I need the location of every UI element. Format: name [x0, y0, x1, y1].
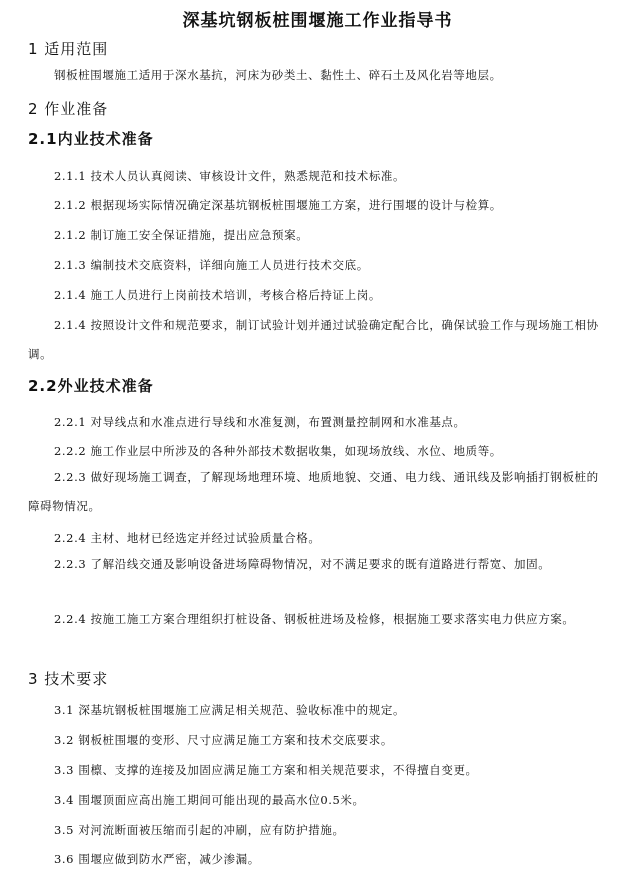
- paragraph-3-1: 3.1 深基坑钢板桩围堰施工应满足相关规范、验收标准中的规定。: [54, 703, 406, 717]
- paragraph-2-2-1: 2.2.1 对导线点和水准点进行导线和水准复测，布置测量控制网和水准基点。: [54, 415, 466, 429]
- paragraph-2-1-4b: 2.1.4 按照设计文件和规范要求，制订试验计划并通过试验确定配合比，确保试验工作与现场施工相协调。: [28, 318, 599, 361]
- section-1-paragraph: 钢板桩围堰施工适用于深水基抗，河床为砂类土、黏性土、碎石土及风化岩等地层。: [54, 68, 502, 82]
- paragraph-3-6: 3.6 围堰应做到防水严密，减少渗漏。: [54, 852, 260, 866]
- paragraph-2-1-4a: 2.1.4 施工人员进行上岗前技术培训，考核合格后持证上岗。: [54, 288, 381, 302]
- document-title: 深基坑钢板桩围堰施工作业指导书: [182, 11, 453, 31]
- paragraph-2-2-4b: 2.2.4 按施工施工方案合理组织打桩设备、钢板桩进场及检修，根据施工要求落实电力供应方案。: [54, 612, 575, 626]
- section-2-heading: 2 作业准备: [28, 100, 109, 118]
- paragraph-2-1-2a: 2.1.2 根据现场实际情况确定深基坑钢板桩围堰施工方案，进行围堰的设计与检算。: [54, 198, 502, 212]
- section-3-heading: 3 技术要求: [28, 670, 109, 688]
- paragraph-2-1-1: 2.1.1 技术人员认真阅读、审核设计文件，熟悉规范和技术标准。: [54, 169, 406, 183]
- section-1-heading: 1 适用范围: [28, 40, 109, 58]
- paragraph-2-2-4a: 2.2.4 主材、地材已经选定并经过试验质量合格。: [54, 531, 321, 545]
- paragraph-3-3: 3.3 围檩、支撑的连接及加固应满足施工方案和相关规范要求，不得擅自变更。: [54, 763, 478, 777]
- paragraph-2-2-2: 2.2.2 施工作业层中所涉及的各种外部技术数据收集，如现场放线、水位、地质等。: [54, 444, 502, 458]
- paragraph-3-2: 3.2 钢板桩围堰的变形、尺寸应满足施工方案和技术交底要求。: [54, 733, 393, 747]
- paragraph-3-5: 3.5 对河流断面被压缩而引起的冲刷，应有防护措施。: [54, 823, 345, 837]
- paragraph-2-1-2b: 2.1.2 制订施工安全保证措施，提出应急预案。: [54, 228, 309, 242]
- paragraph-2-2-3a: 2.2.3 做好现场施工调查，了解现场地理环境、地质地貌、交通、电力线、通讯线及影响插打钢板桩的障碍物情况。: [28, 470, 599, 513]
- paragraph-2-1-3: 2.1.3 编制技术交底资料，详细向施工人员进行技术交底。: [54, 258, 369, 272]
- section-2-2-heading: 2.2外业技术准备: [28, 377, 154, 395]
- section-2-1-heading: 2.1内业技术准备: [28, 130, 154, 148]
- paragraph-2-2-3b: 2.2.3 了解沿线交通及影响设备进场障碍物情况，对不满足要求的既有道路进行帮宽、加固。: [54, 557, 551, 571]
- paragraph-3-4: 3.4 围堰顶面应高出施工期间可能出现的最高水位0.5米。: [54, 793, 365, 807]
